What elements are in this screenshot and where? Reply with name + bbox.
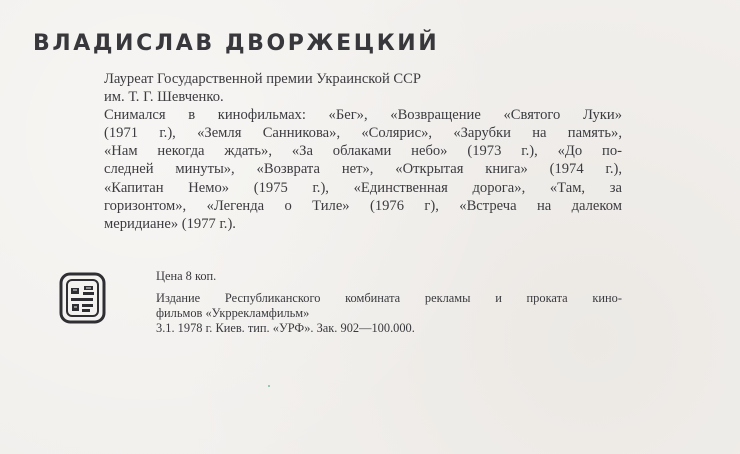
publisher-emblem-icon xyxy=(59,272,106,324)
publisher-line: Издание Республиканского комбината рекламы и проката кино- xyxy=(156,291,622,305)
paper-speck xyxy=(268,385,270,387)
imprint-block xyxy=(156,269,622,336)
price-label: Цена 8 коп. xyxy=(156,269,217,283)
bio-line: им. Т. Г. Шевченко. xyxy=(104,89,224,106)
actor-name-title: ВЛАДИСЛАВ ДВОРЖЕЦКИЙ xyxy=(33,31,440,56)
bio-line: Лауреат Государственной премии Украинской ССР xyxy=(104,71,421,87)
bio-line: (1971 г.), «Земля Санникова», «Солярис», «Зарубки на память», xyxy=(104,125,622,142)
bio-line: Снимался в кинофильмах: «Бег», «Возвращение «Святого Луки» xyxy=(104,107,622,124)
bio-line: горизонтом», «Легенда о Тиле» (1976 г), «Встреча на далеком xyxy=(104,197,622,214)
bio-line: «Нам некогда ждать», «За облаками небо» (1973 г.), «До по- xyxy=(104,143,622,160)
print-info: 3.1. 1978 г. Киев. тип. «УРФ». Зак. 902—100.000. xyxy=(156,321,415,335)
bio-line: следней минуты», «Возврата нет», «Открытая книга» (1974 г.), xyxy=(104,161,622,178)
publisher-line: фильмов «Укррекламфильм» xyxy=(156,306,310,320)
bio-line: «Капитан Немо» (1975 г.), «Единственная дорога», «Там, за xyxy=(104,179,622,196)
bio-line: меридиане» (1977 г.). xyxy=(104,215,236,232)
biography-text xyxy=(104,70,624,233)
